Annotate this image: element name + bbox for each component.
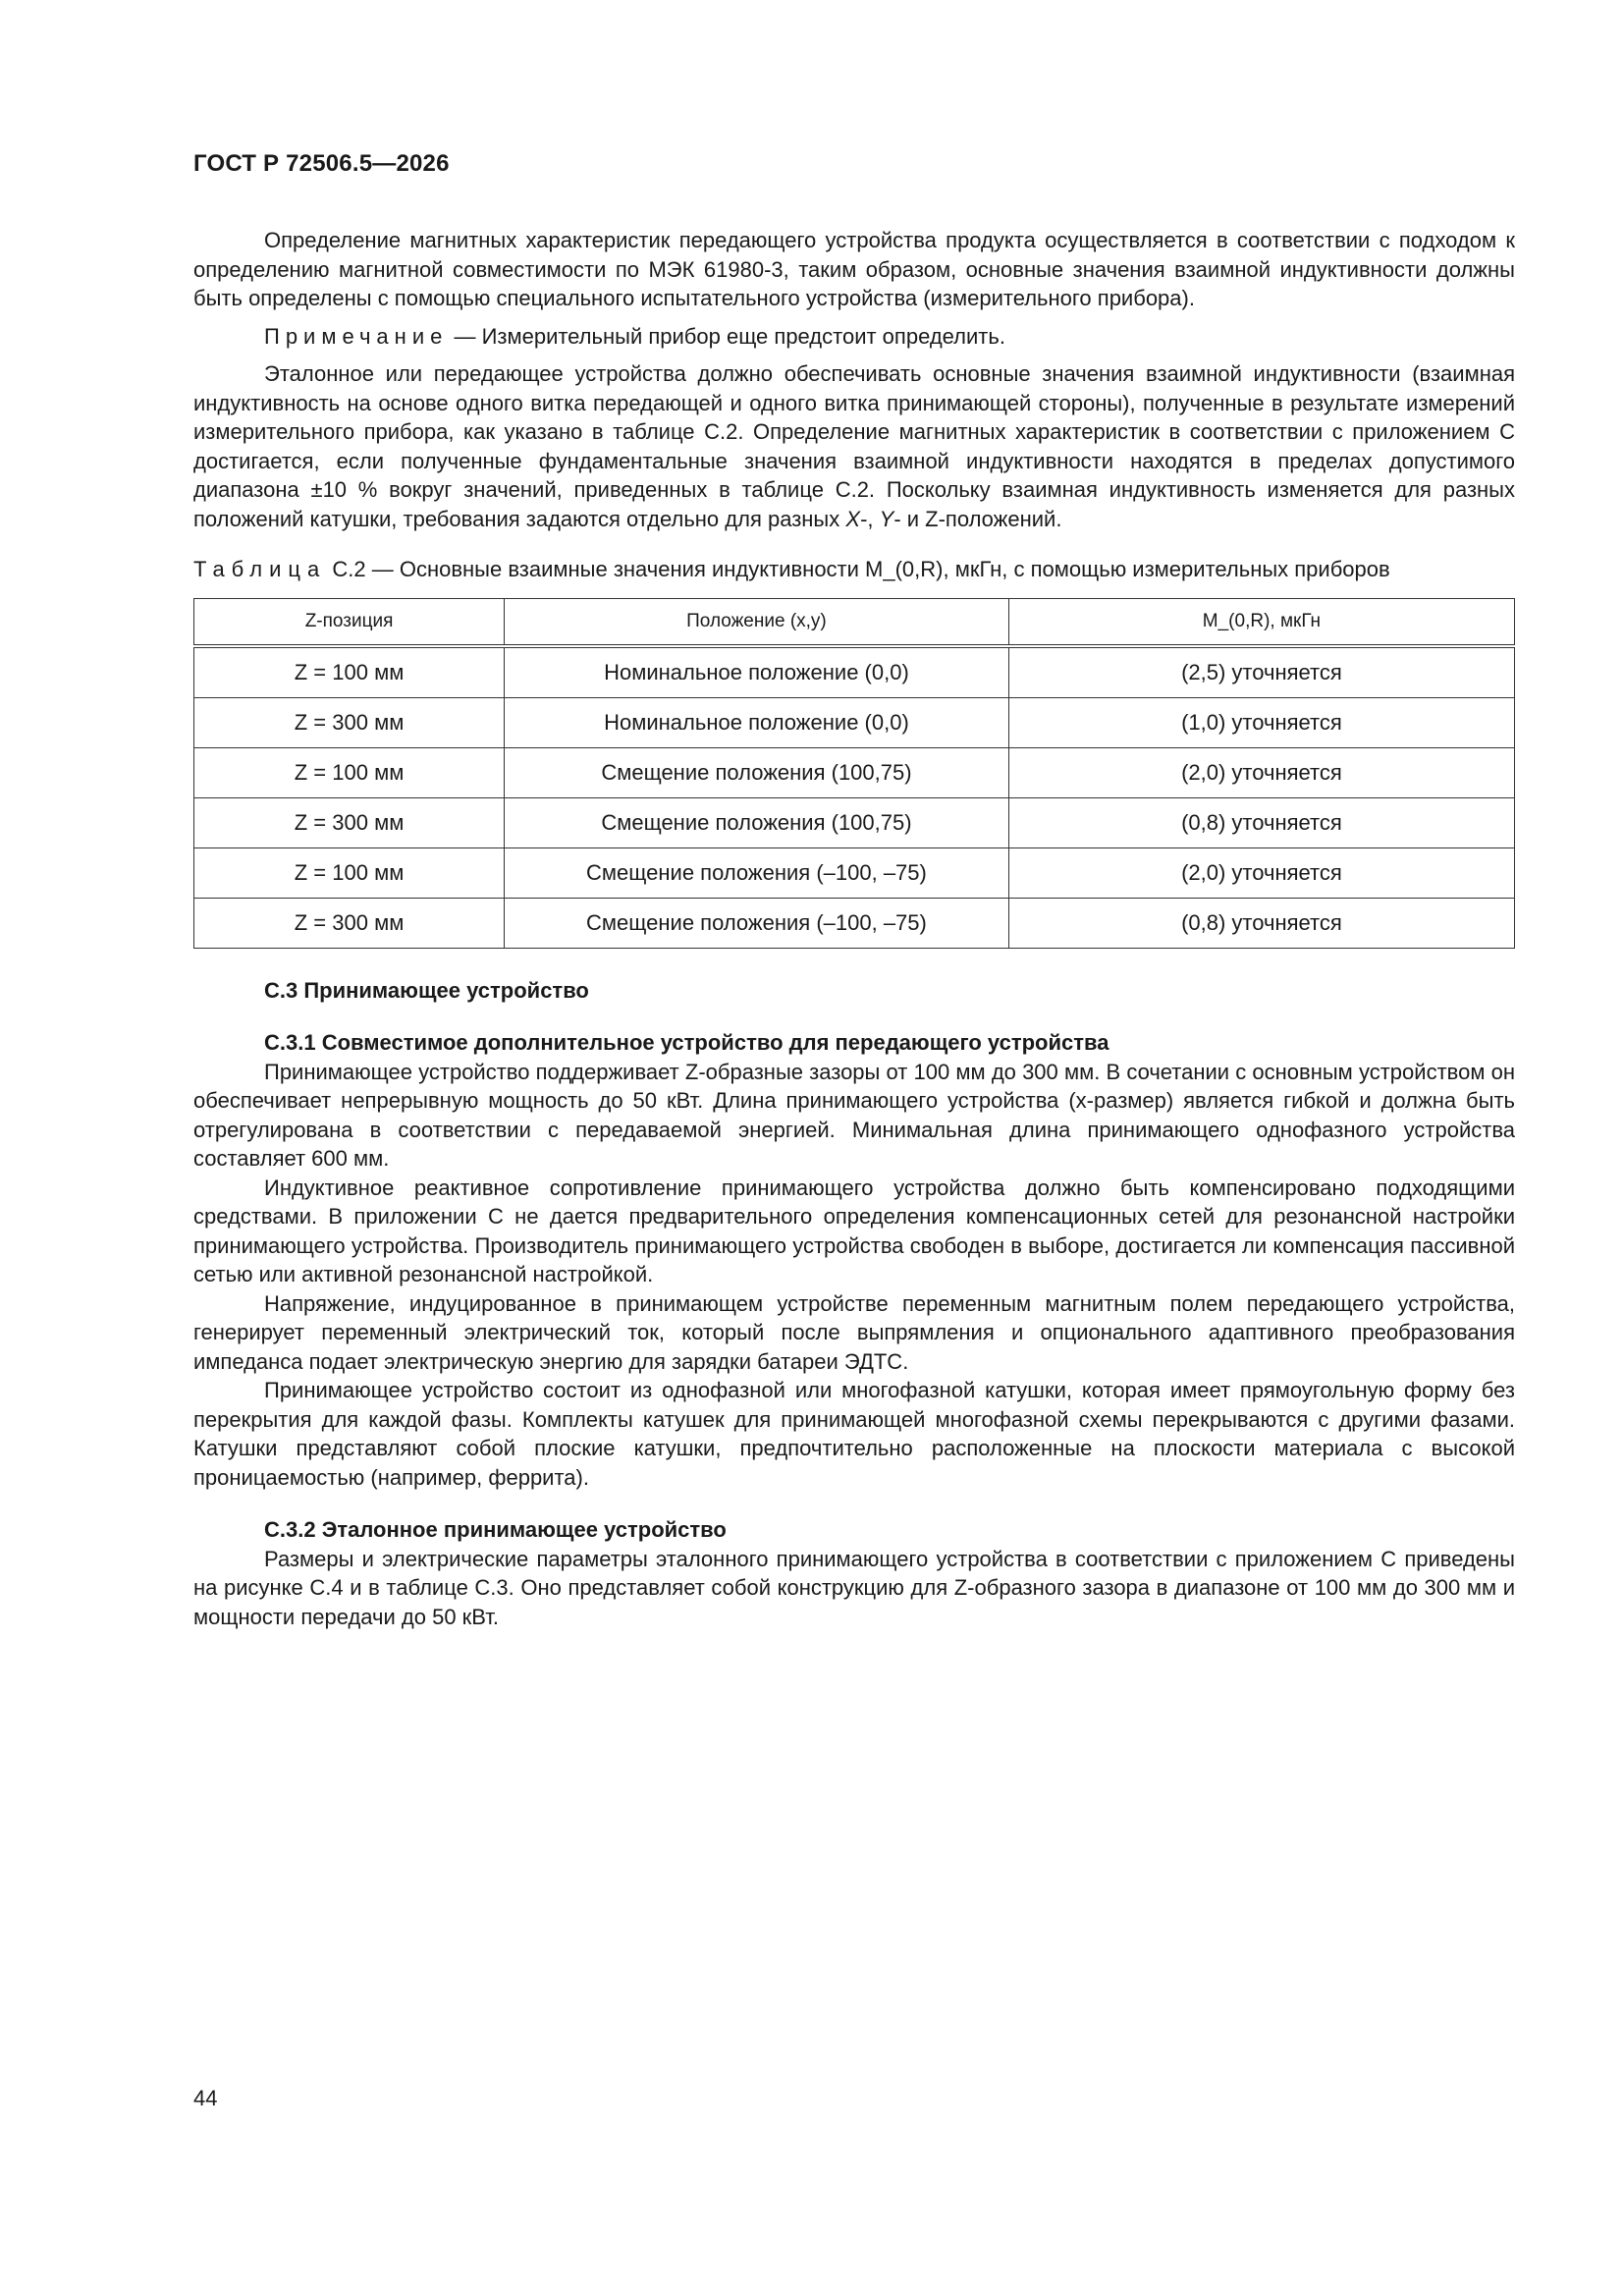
inductance-table bbox=[193, 598, 1515, 949]
y-symbol: Y bbox=[879, 506, 894, 531]
cell-position: Смещение положения (100,75) bbox=[505, 797, 1009, 847]
cell-position: Смещение положения (–100, –75) bbox=[505, 898, 1009, 948]
requirements-text: Эталонное или передающее устройства должно обеспечивать основные значения взаимной индуктивности (взаимная индуктивность на основе одного витка передающей и одного витка принимающей стороны), полученные в результате измерений измерительного прибора, как указано в таблице C.2. Определение магнитных характеристик в соответствии с приложением C достигается, если полученные фундаментальные значения взаимной индуктивности находятся в пределах допустимого диапазона ±10 % вокруг значений, приведенных в таблице C.2. Поскольку взаимная индуктивность изменяется для разных положений катушки, требования задаются отдельно для разных bbox=[193, 361, 1515, 531]
column-header-inductance: M_(0,R), мкГн bbox=[1008, 598, 1514, 646]
note-label: Примечание bbox=[264, 323, 449, 349]
cell-z-position: Z = 100 мм bbox=[194, 847, 505, 898]
document-header: ГОСТ Р 72506.5—2026 bbox=[193, 150, 450, 177]
caption-word: Таблица bbox=[193, 557, 327, 581]
cell-z-position: Z = 100 мм bbox=[194, 646, 505, 698]
cell-z-position: Z = 300 мм bbox=[194, 898, 505, 948]
subsection-heading-c3-1: C.3.1 Совместимое дополнительное устройство для передающего устройства bbox=[264, 1030, 1109, 1055]
requirements-end: - и Z-положений. bbox=[893, 506, 1062, 531]
table-row bbox=[194, 697, 1515, 747]
cell-position: Номинальное положение (0,0) bbox=[505, 697, 1009, 747]
separator: -, bbox=[860, 506, 880, 531]
reference-receiver-paragraph: Размеры и электрические параметры эталонного принимающего устройства в соответствии с приложением C приведены на рисунке C.4 и в таблице C.3. Оно представляет собой конструкцию для Z-образного зазора в диапазоне от 100 мм до 300 мм и мощности передачи до 50 кВт. bbox=[193, 1546, 1515, 1629]
table-row bbox=[194, 747, 1515, 797]
receiver-paragraph: Принимающее устройство состоит из однофазной или многофазной катушки, которая имеет прямоугольную форму без перекрытия для каждой фазы. Комплекты катушек для принимающей многофазной схемы перекрываются с другими фазами. Катушки представляют собой плоские катушки, предпочтительно расположенные на плоскости материала с высокой проницаемостью (например, феррита). bbox=[193, 1378, 1515, 1490]
cell-position: Смещение положения (100,75) bbox=[505, 747, 1009, 797]
cell-z-position: Z = 300 мм bbox=[194, 697, 505, 747]
receiver-paragraph: Напряжение, индуцированное в принимающем устройстве переменным магнитным полем передающего устройства, генерирует переменный электрический ток, который после выпрямления и опционального адаптивного преобразования импеданса подает электрическую энергию для зарядки батареи ЭДТС. bbox=[193, 1290, 1515, 1374]
intro-paragraph: Определение магнитных характеристик передающего устройства продукта осуществляется в соответствии с подходом к определению магнитной совместимости по МЭК 61980-3, таким образом, основные значения взаимной индуктивности должны быть определены с помощью специального испытательного устройства (измерительного прибора). bbox=[193, 228, 1515, 310]
cell-z-position: Z = 100 мм bbox=[194, 747, 505, 797]
x-symbol: X bbox=[845, 506, 861, 531]
table-header-row bbox=[194, 598, 1515, 646]
receiver-paragraph: Индуктивное реактивное сопротивление принимающего устройства должно быть компенсировано подходящими средствами. В приложении C не дается предварительного определения компенсационных сетей для резонансной настройки принимающего устройства. Производитель принимающего устройства свободен в выборе, достигается ли компенсация пассивной сетью или активной резонансной настройкой. bbox=[193, 1175, 1515, 1286]
note bbox=[193, 322, 1515, 352]
cell-position: Смещение положения (–100, –75) bbox=[505, 847, 1009, 898]
cell-z-position: Z = 300 мм bbox=[194, 797, 505, 847]
section-heading-c3: C.3 Принимающее устройство bbox=[264, 977, 589, 1003]
table-row bbox=[194, 898, 1515, 948]
cell-inductance: (2,0) уточняется bbox=[1008, 847, 1514, 898]
cell-inductance: (2,5) уточняется bbox=[1008, 646, 1514, 698]
subsection-heading-c3-2: C.3.2 Эталонное принимающее устройство bbox=[264, 1517, 727, 1542]
requirements-paragraph bbox=[193, 359, 1515, 533]
cell-inductance: (1,0) уточняется bbox=[1008, 697, 1514, 747]
column-header-position: Положение (x,y) bbox=[505, 598, 1009, 646]
cell-inductance: (0,8) уточняется bbox=[1008, 898, 1514, 948]
table-caption bbox=[193, 555, 1515, 584]
page-number: 44 bbox=[193, 2086, 218, 2110]
receiver-paragraph: Принимающее устройство поддерживает Z-образные зазоры от 100 мм до 300 мм. В сочетании с основным устройством он обеспечивает непрерывную мощность до 50 кВт. Длина принимающего устройства (x-размер) является гибкой и должна быть отрегулирована в соответствии с передаваемой энергией. Минимальная длина принимающего однофазного устройства составляет 600 мм. bbox=[193, 1059, 1515, 1171]
table-row bbox=[194, 797, 1515, 847]
column-header-z-position: Z-позиция bbox=[194, 598, 505, 646]
table-row bbox=[194, 646, 1515, 698]
note-text: — Измерительный прибор еще предстоит определить. bbox=[448, 323, 1005, 349]
page-content bbox=[193, 226, 1515, 1631]
cell-position: Номинальное положение (0,0) bbox=[505, 646, 1009, 698]
caption-text: C.2 — Основные взаимные значения индуктивности M_(0,R), мкГн, с помощью измерительных приборов bbox=[326, 557, 1390, 581]
cell-inductance: (2,0) уточняется bbox=[1008, 747, 1514, 797]
cell-inductance: (0,8) уточняется bbox=[1008, 797, 1514, 847]
table-row bbox=[194, 847, 1515, 898]
